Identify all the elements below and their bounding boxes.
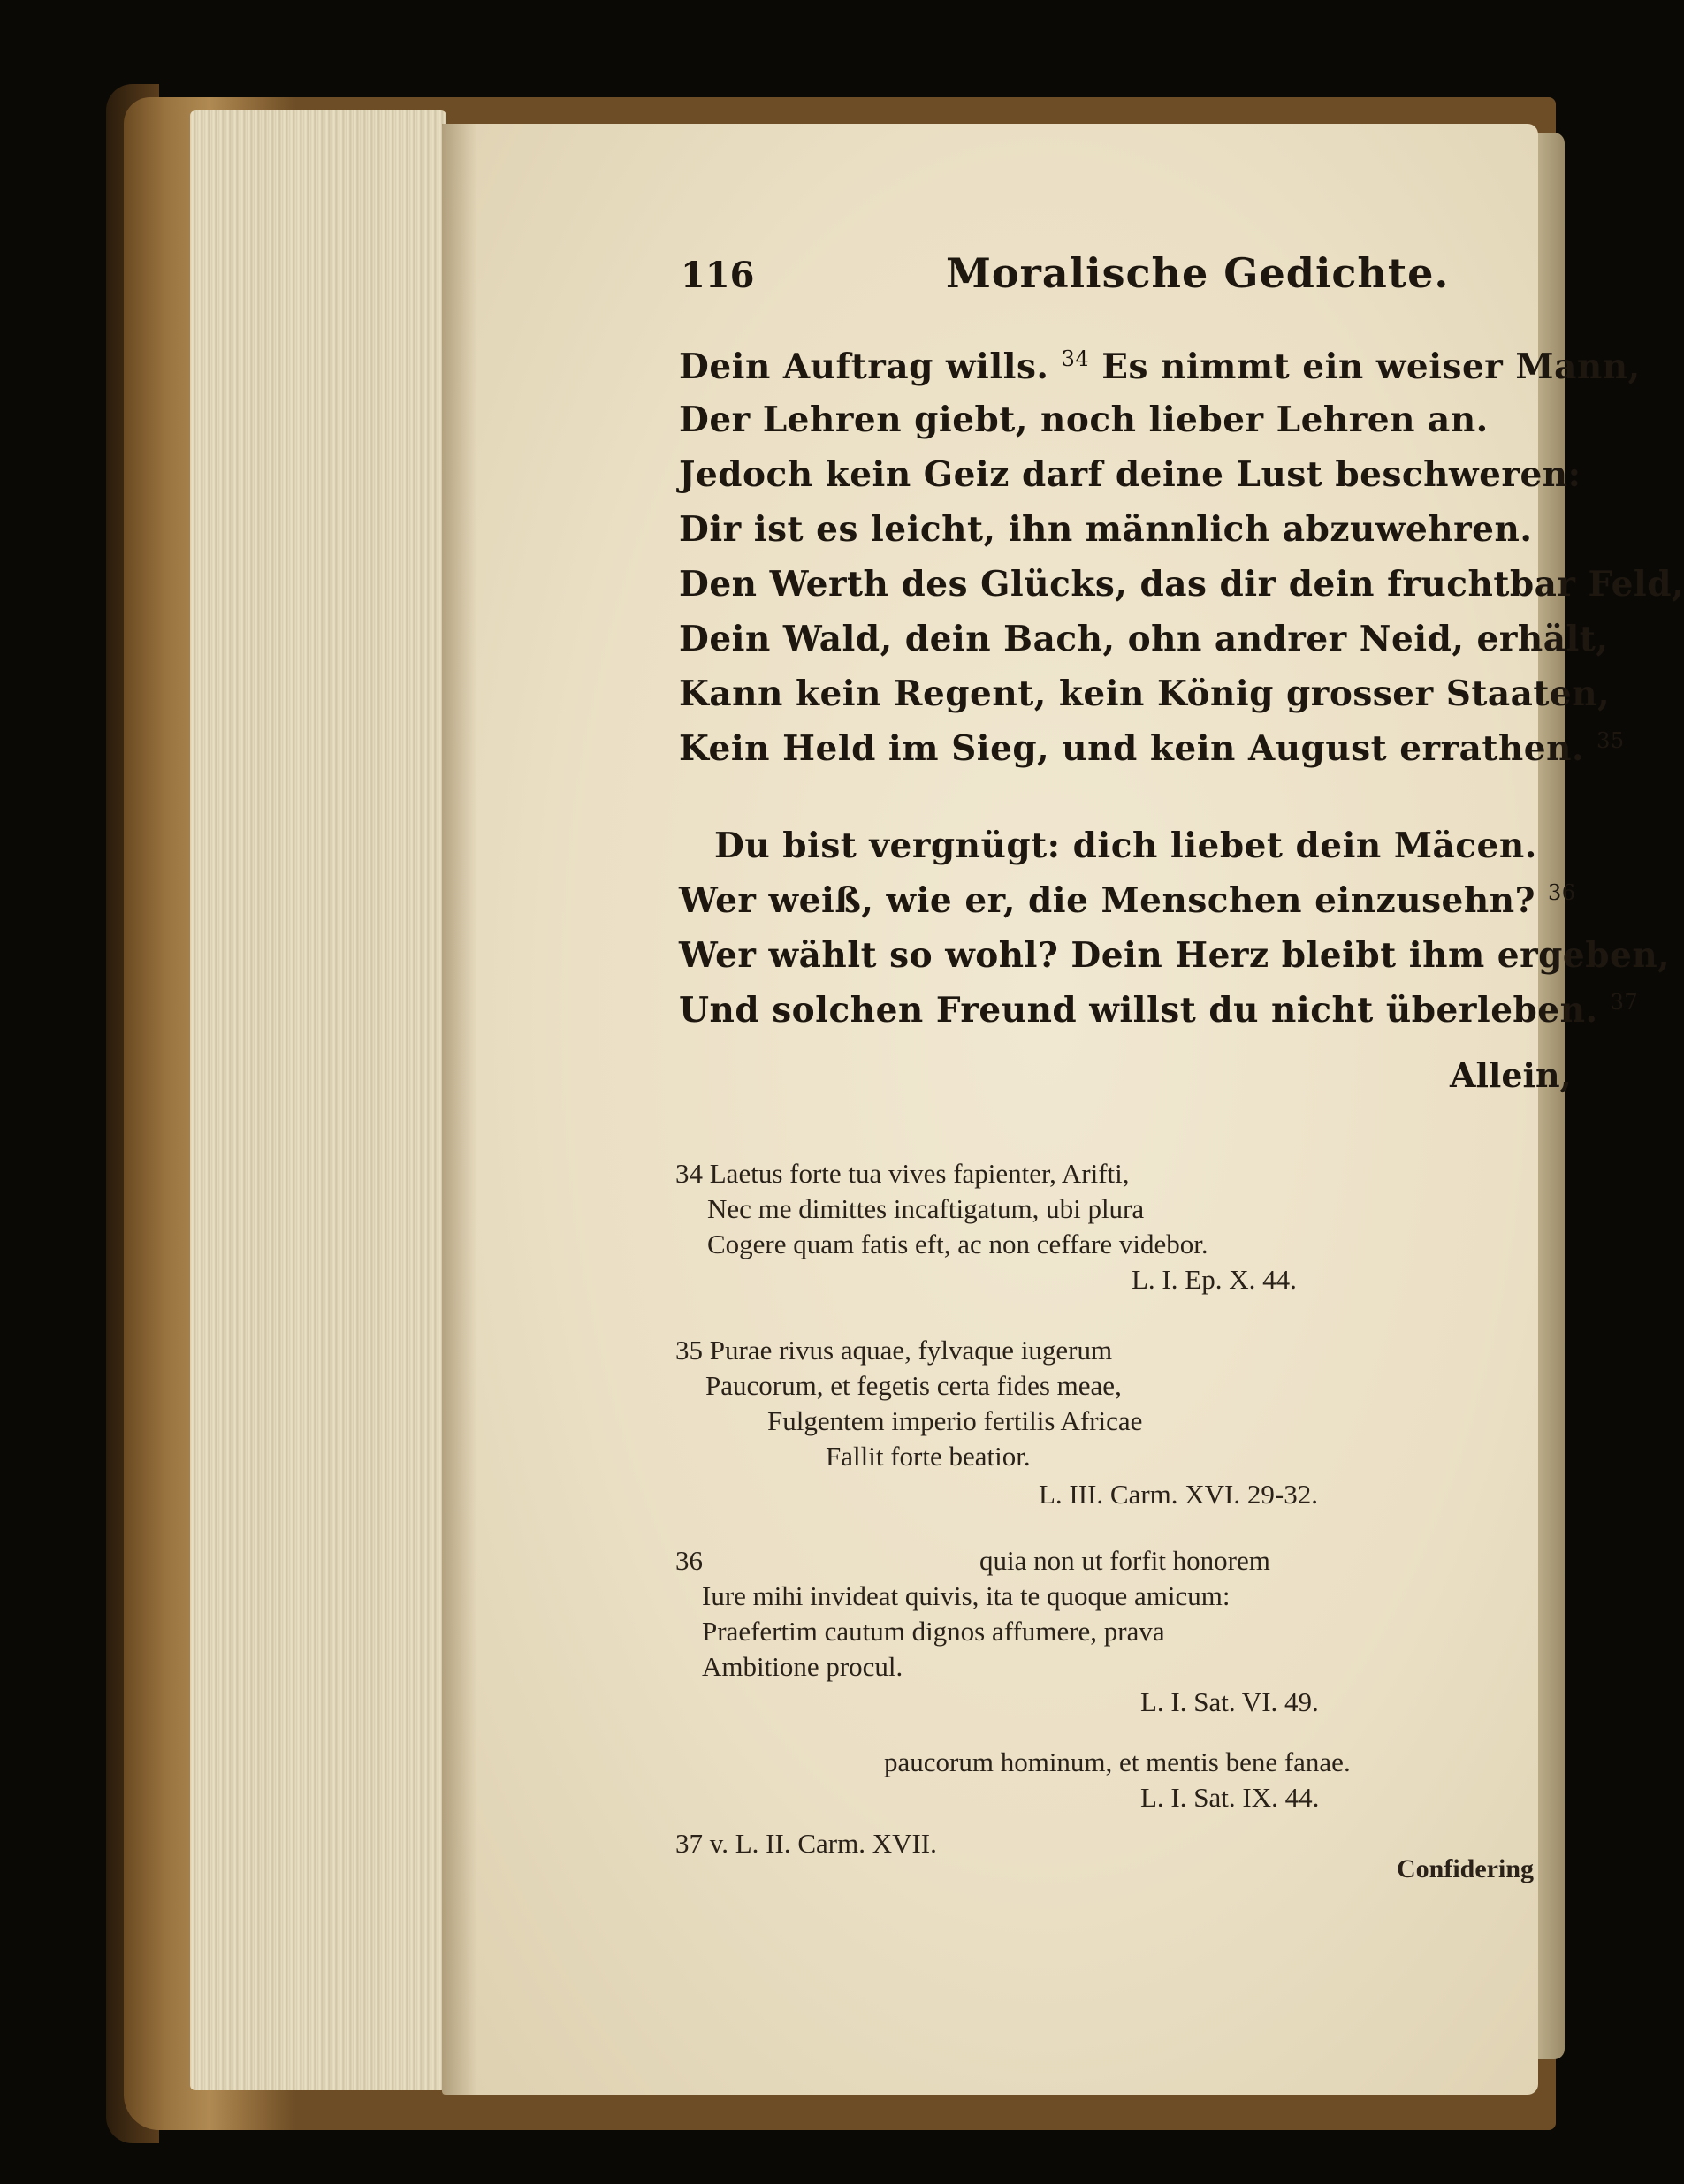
footnote-line: Iure mihi invideat quivis, ita te quoque amicum: [702,1580,1231,1611]
footnote-line: Cogere quam fatis eft, ac non ceffare videbor. [707,1229,1208,1259]
verse-line: Du bist vergnügt: dich liebet dein Mäcen. [714,826,1537,866]
footnote-line: Ambitione procul. [702,1651,903,1682]
verse-line: Der Lehren giebt, noch lieber Lehren an. [679,400,1489,440]
verse-line: Jedoch kein Geiz darf deine Lust beschweren: [679,454,1581,495]
footnote-ref: 37 [1610,990,1639,1015]
footnote-ref: 36 [1548,880,1576,905]
footnote-line: 35 Purae rivus aquae, fylvaque iugerum [675,1335,1113,1366]
footnote-ref: 35 [1596,728,1625,753]
catchword: Allein, [1450,1055,1572,1095]
footnote-reference: L. I. Sat. IX. 44. [1140,1782,1320,1813]
footnote-number: 35 [675,1335,703,1366]
page-gutter-shadow [442,124,477,2095]
verse-line: Und solchen Freund willst du nicht überleben. $^{37}$ [679,990,1639,1031]
verse-line: Kann kein Regent, kein König grosser Staaten, [679,673,1611,714]
verse-line: Wer weiß, wie er, die Menschen einzusehn? $^{36}$ [679,880,1576,921]
footnote-line: 34 Laetus forte tua vives fapienter, Arifti, [675,1158,1130,1189]
footnote-reference: L. III. Carm. XVI. 29-32. [1039,1479,1318,1510]
page-block-edges [190,110,446,2090]
verse-line: Kein Held im Sieg, und kein August errathen. $^{35}$ [679,728,1625,769]
footnote-reference: L. I. Sat. VI. 49. [1140,1686,1319,1717]
footnote-number: 36 [675,1545,703,1576]
verse-line: Dir ist es leicht, ihn männlich abzuwehren. [679,509,1533,550]
footnote-line: Praefertim cautum dignos affumere, prava [702,1616,1165,1647]
verse-line: Dein Wald, dein Bach, ohn andrer Neid, erhält, [679,619,1609,659]
footnote-line: Paucorum, et fegetis certa fides meae, [705,1370,1122,1401]
catchword: Confidering [1397,1854,1535,1883]
footnote-ref: 34 [1061,346,1090,371]
footnote-line: Nec me dimittes incaftigatum, ubi plura [707,1193,1145,1224]
footnote-line: quia non ut forfit honorem [979,1545,1270,1576]
page-number: 116 [681,255,755,296]
verse-line: Den Werth des Glücks, das dir dein fruchtbar Feld, [679,564,1684,605]
footnote-number: 34 [675,1158,703,1189]
verse-line: Wer wählt so wohl? Dein Herz bleibt ihm ergeben, [679,935,1671,976]
footnote-reference: L. I. Ep. X. 44. [1132,1264,1297,1295]
verse-line: Dein Auftrag wills. $^{34}$ Es nimmt ein weiser Mann, [679,346,1641,387]
footnote-line: paucorum hominum, et mentis bene fanae. [884,1746,1351,1777]
footnote-line: 37 v. L. II. Carm. XVII. [675,1828,937,1859]
footnote-line: Fallit forte beatior. [826,1441,1031,1472]
running-title: Moralische Gedichte. [946,249,1450,297]
footnote-number: 37 [675,1828,703,1859]
footnote-line: Fulgentem imperio fertilis Africae [767,1405,1143,1436]
